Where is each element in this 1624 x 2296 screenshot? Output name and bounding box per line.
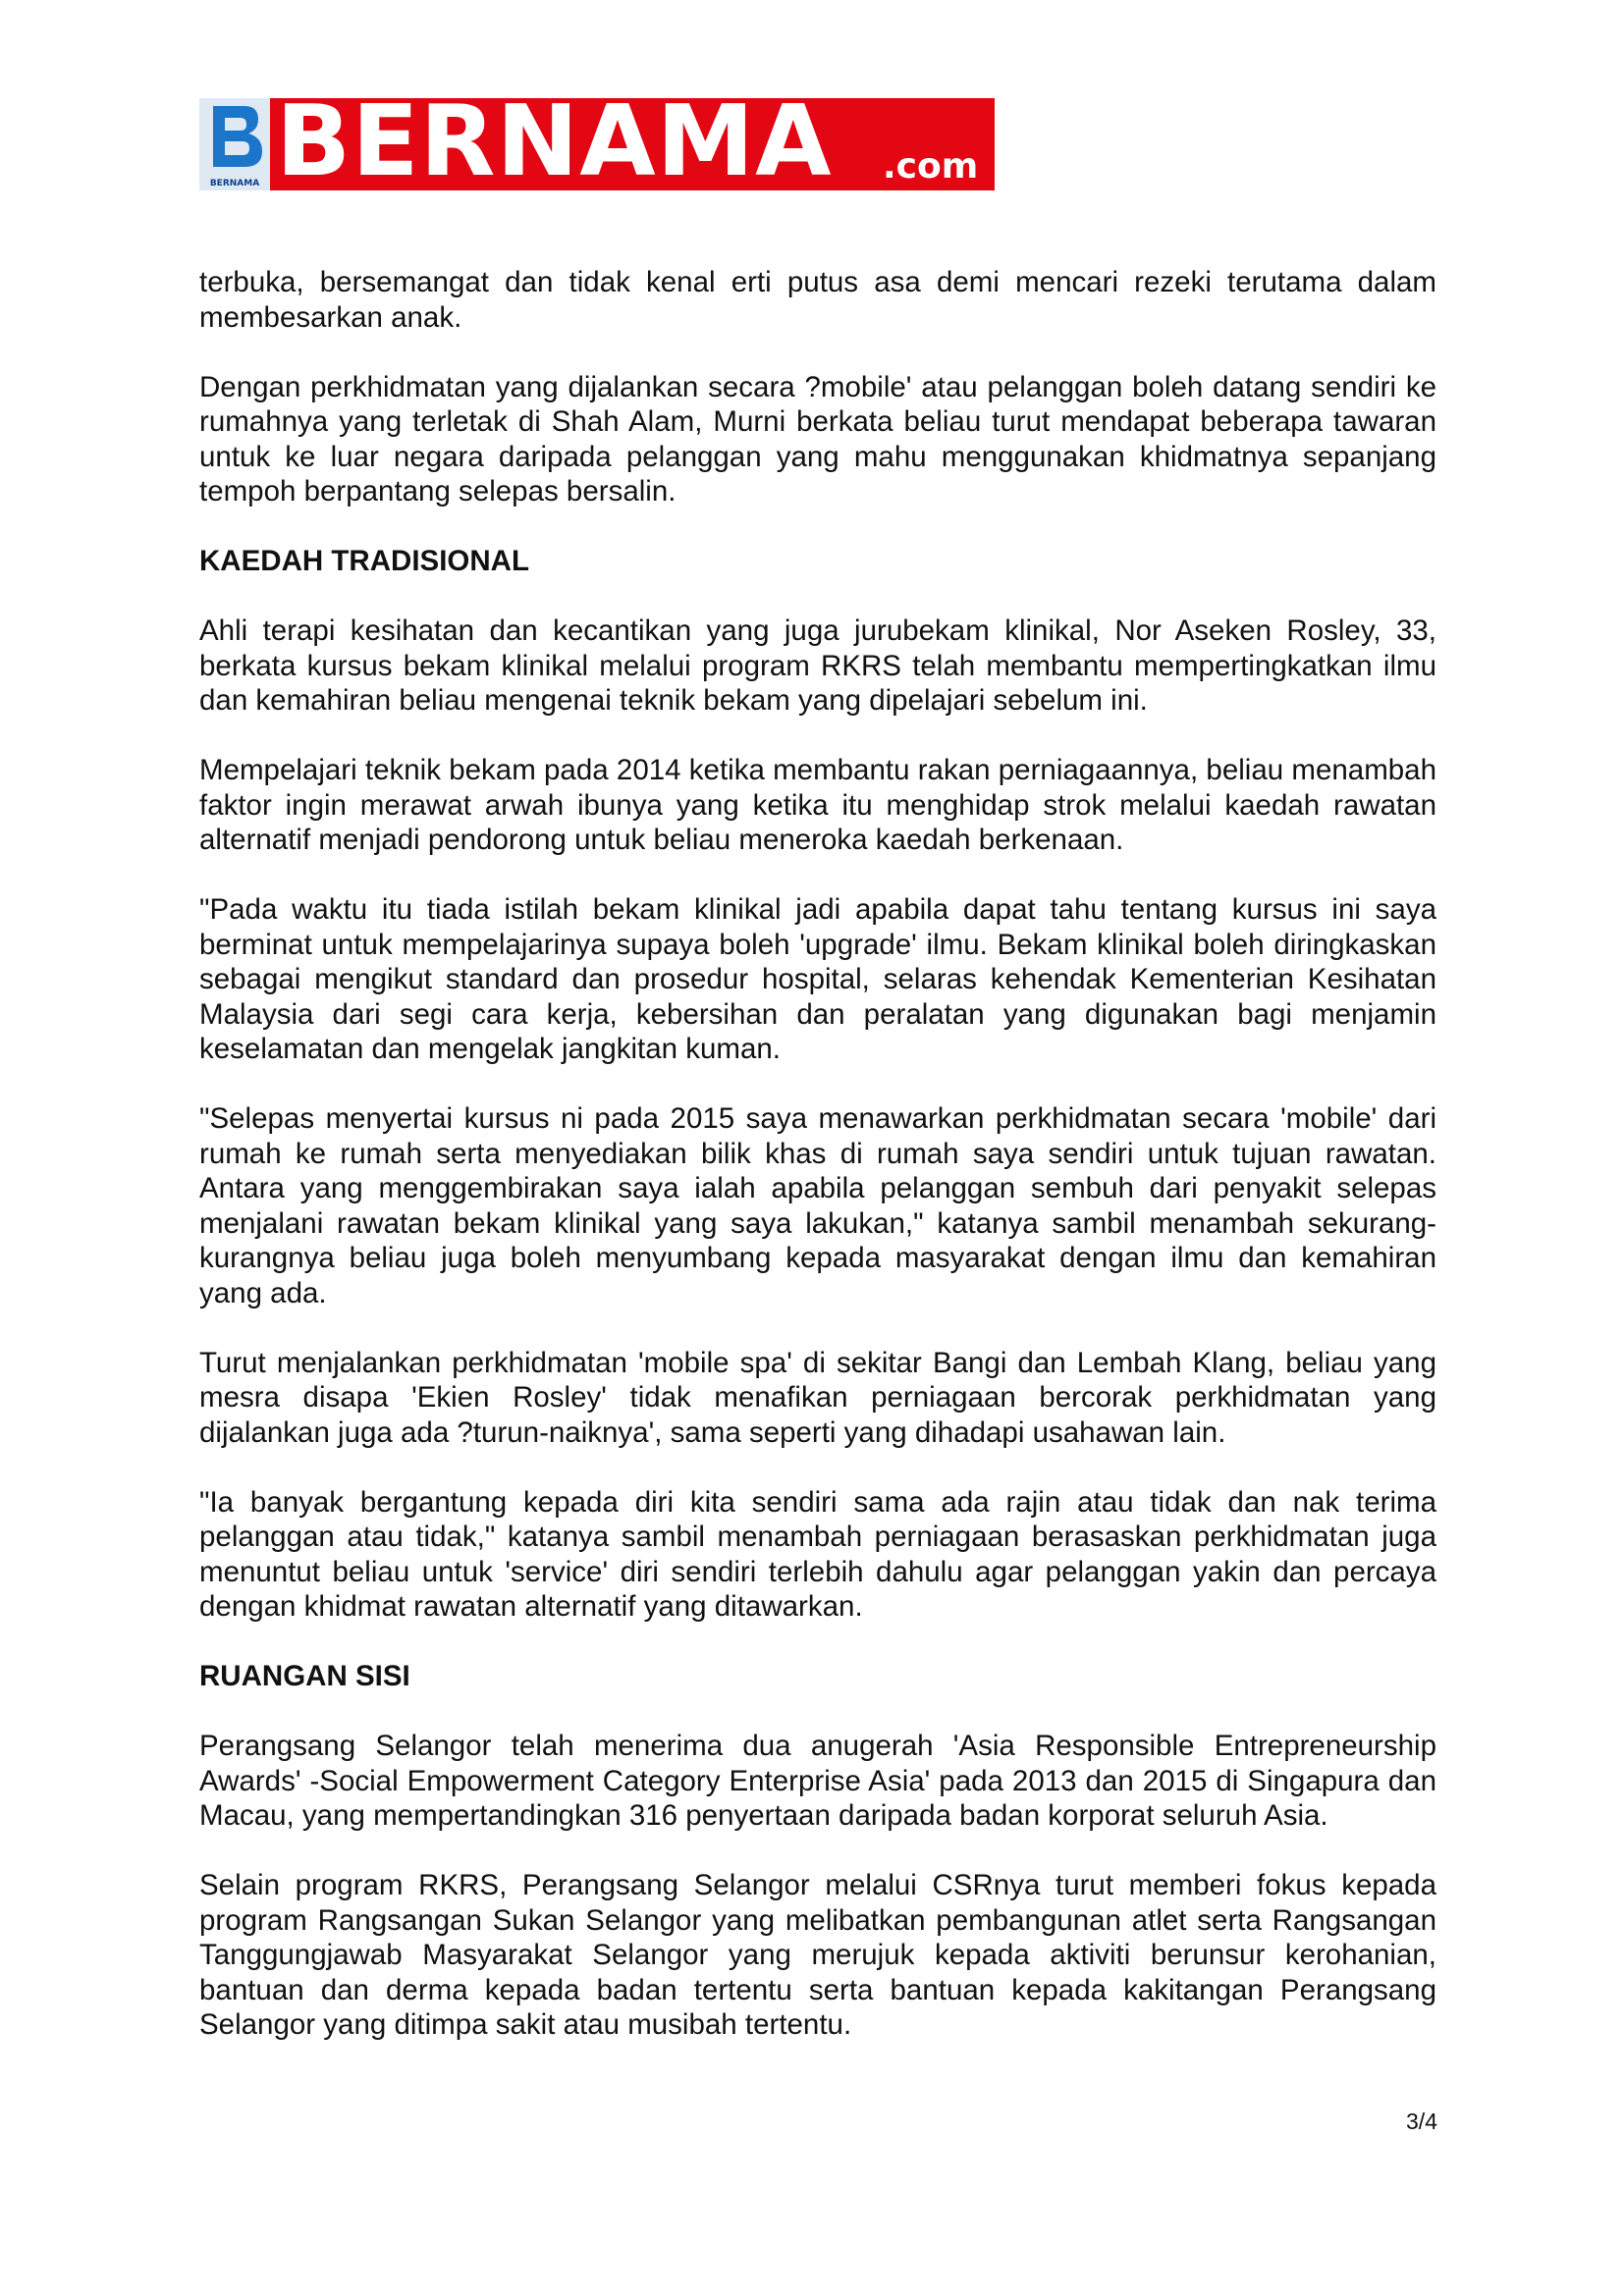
page-number: 3/4 xyxy=(1406,2109,1437,2134)
paragraph: "Ia banyak bergantung kepada diri kita sendiri sama ada rajin atau tidak dan nak terima pelanggan atau tidak," katanya sambil menambah perniagaan berasaskan perkhidmatan juga menuntut beliau untuk 'service' diri sendiri terlebih dahulu agar pelanggan yakin dan percaya dengan khidmat rawatan alternatif yang ditawarkan. xyxy=(199,1485,1436,1623)
emblem-caption: BERNAMA xyxy=(209,179,260,188)
logo-wordmark: BERNAMA xyxy=(276,98,833,190)
paragraph: Mempelajari teknik bekam pada 2014 ketika membantu rakan perniagaannya, beliau menambah faktor ingin merawat arwah ibunya yang ketika itu menghidap strok melalui kaedah rawatan alternatif menjadi pendorong untuk beliau meneroka kaedah berkenaan. xyxy=(199,754,1436,856)
paragraph: "Pada waktu itu tiada istilah bekam klinikal jadi apabila dapat tahu tentang kursus ini saya berminat untuk mempelajarinya supaya boleh 'upgrade' ilmu. Bekam klinikal boleh diringkaskan sebagai mengikut standard dan prosedur hospital, selaras kehendak Kementerian Kesihatan Malaysia dari segi cara kerja, kebersihan dan peralatan yang digunakan bagi menjamin keselamatan dan mengelak jangkitan kuman. xyxy=(199,893,1436,1065)
bernama-emblem-icon xyxy=(199,98,270,190)
paragraph: Dengan perkhidmatan yang dijalankan secara ?mobile' atau pelanggan boleh datang sendiri ke rumahnya yang terletak di Shah Alam, Murni berkata beliau turut mendapat beberapa tawaran untuk ke luar negara daripada pelanggan yang mahu menggunakan khidmatnya sepanjang tempoh berpantang selepas bersalin. xyxy=(199,370,1436,507)
logo-domain-suffix: .com xyxy=(883,146,979,187)
section-heading: RUANGAN SISI xyxy=(199,1660,410,1692)
paragraph: terbuka, bersemangat dan tidak kenal erti putus asa demi mencari rezeki terutama dalam membesarkan anak. xyxy=(199,266,1436,334)
paragraph: Perangsang Selangor telah menerima dua anugerah 'Asia Responsible Entrepreneurship Awards' -Social Empowerment Category Enterprise Asia' pada 2013 dan 2015 di Singapura dan Macau, yang mempertandingkan 316 penyertaan daripada badan korporat seluruh Asia. xyxy=(199,1730,1436,1832)
article-body xyxy=(199,265,1436,2077)
section-heading: KAEDAH TRADISIONAL xyxy=(199,545,529,577)
paragraph: Ahli terapi kesihatan dan kecantikan yang juga jurubekam klinikal, Nor Aseken Rosley, 33, berkata kursus bekam klinikal melalui program RKRS telah membantu mempertingkatkan ilmu dan kemahiran beliau mengenai teknik bekam yang dipelajari sebelum ini. xyxy=(199,614,1436,717)
bernama-logo xyxy=(199,98,995,190)
paragraph: "Selepas menyertai kursus ni pada 2015 saya menawarkan perkhidmatan secara 'mobile' dari rumah ke rumah serta menyediakan bilik khas di rumah saya sendiri untuk tujuan rawatan. Antara yang menggembirakan saya ialah apabila pelanggan sembuh dari penyakit selepas menjalani rawatan bekam klinikal yang saya lakukan," katanya sambil menambah sekurang-kurangnya beliau juga boleh menyumbang kepada masyarakat dengan ilmu dan kemahiran yang ada. xyxy=(199,1102,1436,1309)
paragraph: Turut menjalankan perkhidmatan 'mobile spa' di sekitar Bangi dan Lembah Klang, beliau yang mesra disapa 'Ekien Rosley' tidak menafikan perniagaan bercorak perkhidmatan yang dijalankan juga ada ?turun-naiknya', sama seperti yang dihadapi usahawan lain. xyxy=(199,1346,1436,1449)
paragraph: Selain program RKRS, Perangsang Selangor melalui CSRnya turut memberi fokus kepada program Rangsangan Sukan Selangor yang melibatkan pembangunan atlet serta Rangsangan Tanggungjawab Masyarakat Selangor yang merujuk kepada aktiviti berunsur kerohanian, bantuan dan derma kepada badan tertentu serta bantuan kepada kakitangan Perangsang Selangor yang ditimpa sakit atau musibah tertentu. xyxy=(199,1869,1436,2041)
